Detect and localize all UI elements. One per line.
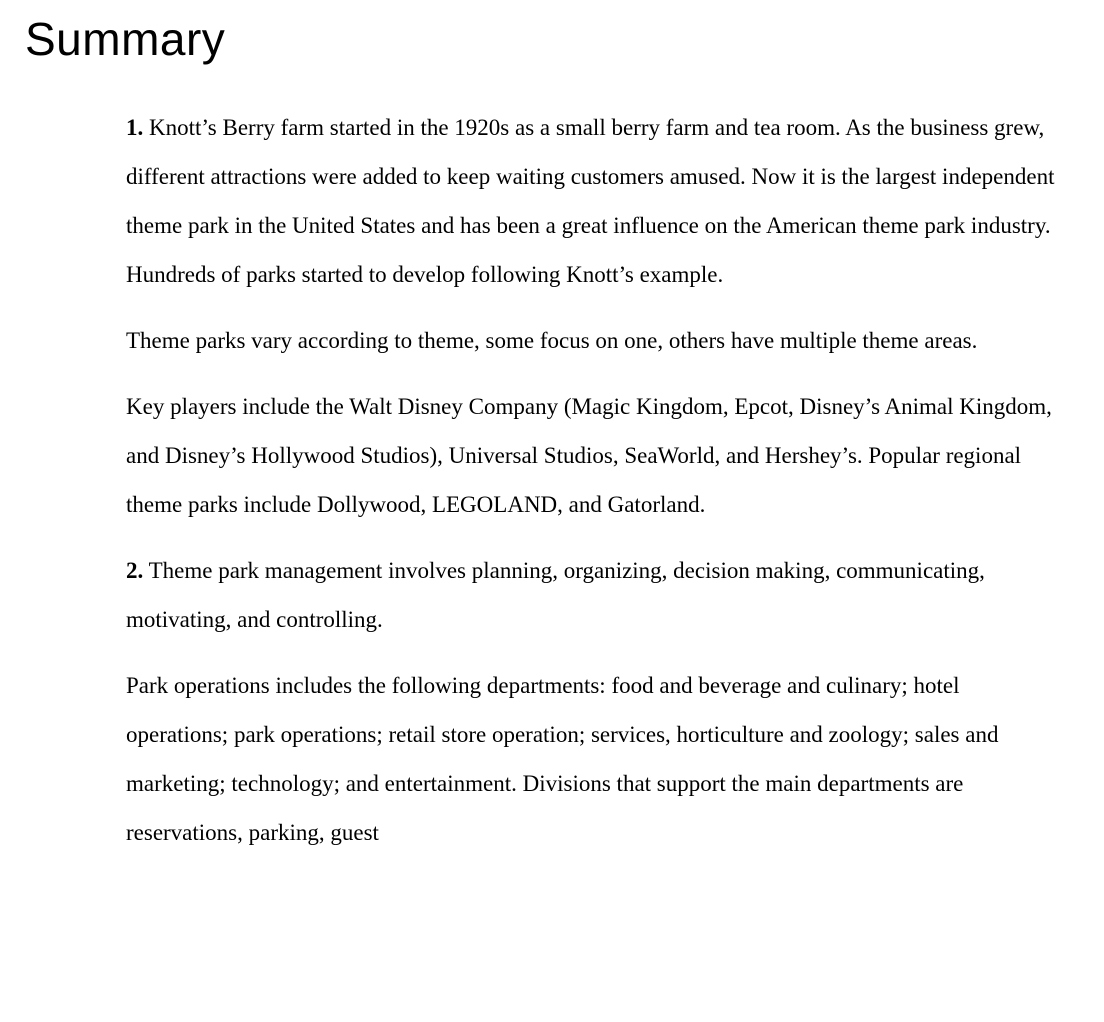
paragraph-1-text: Knott’s Berry farm started in the 1920s as a small berry farm and tea room. As the business grew, different attractions were added to keep waiting customers amused. Now it is the largest independent theme park in the United States and has been a great influence on the American theme park industry. Hundreds of parks started to develop following Knott’s example. [126, 114, 1055, 287]
paragraph-4 [126, 546, 1064, 644]
summary-content [126, 103, 1064, 857]
paragraph-3-text: Key players include the Walt Disney Company (Magic Kingdom, Epcot, Disney’s Animal Kingdom, and Disney’s Hollywood Studios), Universal Studios, SeaWorld, and Hershey’s. Popular regional theme parks include Dollywood, LEGOLAND, and Gatorland. [126, 393, 1052, 517]
paragraph-2-text: Theme parks vary according to theme, some focus on one, others have multiple theme areas. [126, 327, 978, 353]
paragraph-4-number: 2. [126, 557, 144, 583]
paragraph-1 [126, 103, 1064, 299]
paragraph-3 [126, 382, 1064, 529]
paragraph-4-text: Theme park management involves planning, organizing, decision making, communicating, motivating, and controlling. [126, 557, 985, 632]
page-title: Summary [25, 13, 226, 65]
paragraph-1-number: 1. [126, 114, 144, 140]
paragraph-5-text: Park operations includes the following departments: food and beverage and culinary; hotel operations; park operations; retail store operation; services, horticulture and zoology; sales and marketing; technology; and entertainment. Divisions that support the main departments are reservations, parking, guest [126, 672, 999, 845]
paragraph-2 [126, 316, 1064, 365]
paragraph-5 [126, 661, 1064, 857]
